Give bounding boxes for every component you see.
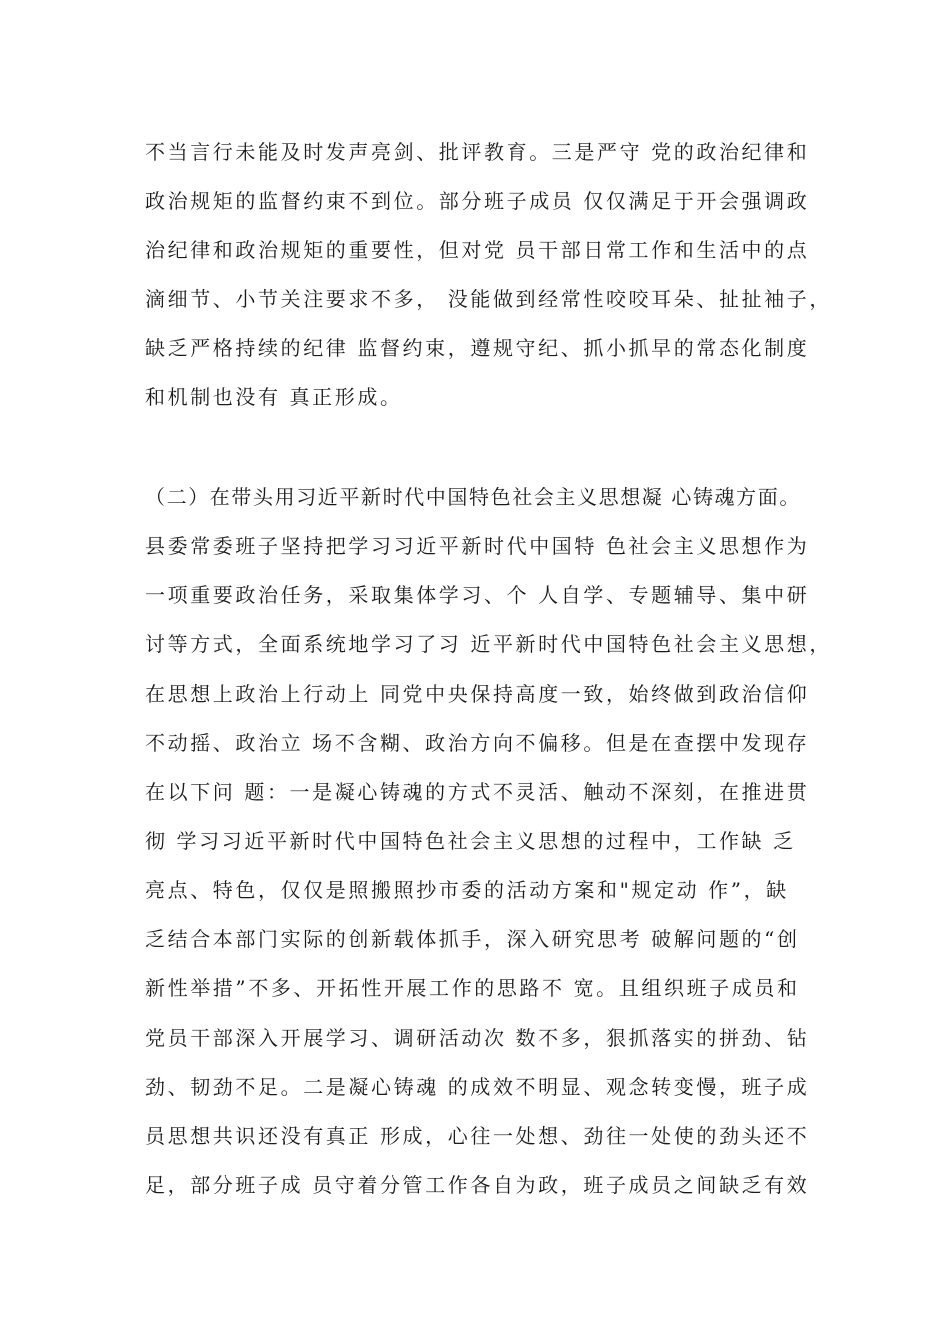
section-heading-line: （二）在带头用习近平新时代中国特色社会主义思想凝 心铸魂方面。 — [145, 485, 801, 509]
text-line: 讨等方式，全面系统地学习了习 近平新时代中国特色社会主义思想， — [145, 632, 832, 656]
text-line: 员思想共识还没有真正 形成，心往一处想、劲往一处使的劲头还不 — [145, 1124, 810, 1148]
text-line: 在思想上政治上行动上 同党中央保持高度一致，始终做到政治信仰 — [145, 682, 810, 706]
text-line: 彻 学习习近平新时代中国特色社会主义思想的过程中，工作缺 乏 — [145, 829, 796, 853]
text-line: 亮点、特色，仅仅是照搬照抄市委的活动方案和"规定动 作”，缺 — [145, 878, 789, 902]
text-line: 在以下问 题：一是凝心铸魂的方式不灵活、触动不深刻，在推进贯 — [145, 780, 810, 804]
text-line: 新性举措”不多、开拓性开展工作的思路不 宽。且组织班子成员和 — [145, 976, 800, 1000]
text-line: 治纪律和政治规矩的重要性，但对党 员干部日常工作和生活中的点 — [145, 238, 810, 262]
text-line: 缺乏严格持续的纪律 监督约束，遵规守纪、抓小抓早的常态化制度 — [145, 336, 810, 360]
text-line: 不动摇、政治立 场不含糊、政治方向不偏移。但是在查摆中发现存 — [145, 731, 810, 755]
text-line: 滴细节、小节关注要求不多， 没能做到经常性咬咬耳朵、扯扯袖子， — [145, 287, 832, 311]
text-line: 一项重要政治任务，采取集体学习、个 人自学、专题辅导、集中研 — [145, 583, 810, 607]
text-line: 和机制也没有 真正形成。 — [145, 385, 403, 409]
text-line: 乏结合本部门实际的创新载体抓手，深入研究思考 破解问题的“创 — [145, 927, 800, 951]
text-line: 不当言行未能及时发声亮剑、批评教育。三是严守 党的政治纪律和 — [145, 140, 810, 164]
text-line: 政治规矩的监督约束不到位。部分班子成员 仅仅满足于开会强调政 — [145, 189, 810, 213]
text-line: 县委常委班子坚持把学习习近平新时代中国特 色社会主义思想作为 — [145, 534, 810, 558]
text-line: 劲、韧劲不足。二是凝心铸魂 的成效不明显、观念转变慢，班子成 — [145, 1075, 810, 1099]
text-line: 足，部分班子成 员守着分管工作各自为政，班子成员之间缺乏有效 — [145, 1173, 810, 1197]
text-line: 党员干部深入开展学习、调研活动次 数不多，狠抓落实的拼劲、钻 — [145, 1026, 810, 1050]
